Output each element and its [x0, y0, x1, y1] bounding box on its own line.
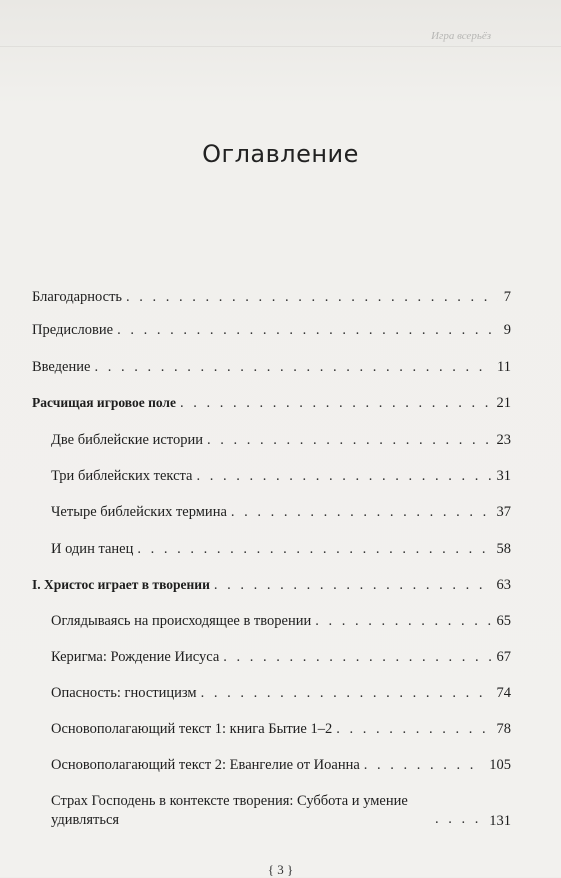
toc-entry-page: 37: [496, 504, 511, 520]
toc-dot-leader: [336, 720, 490, 738]
toc-entry-title: Основополагающий текст 2: Евангелие от Иоанна: [51, 757, 360, 773]
toc-entry-page: 105: [489, 757, 511, 773]
toc-entry[interactable]: [51, 467, 511, 485]
toc-entry[interactable]: [51, 684, 511, 702]
toc-entry-title: Основополагающий текст 1: книга Бытие 1–2: [51, 721, 333, 737]
toc-entry-page: 9: [503, 322, 511, 338]
toc-dot-leader: [94, 358, 491, 376]
toc-entry-title: Три библейских текста: [51, 468, 193, 484]
toc-entry[interactable]: [51, 540, 511, 558]
toc-entry[interactable]: [51, 503, 511, 521]
page-title: Оглавление: [202, 140, 359, 168]
toc-entry-page: 7: [503, 289, 511, 305]
toc-dot-leader: [315, 612, 490, 630]
toc-entry-page: 21: [496, 395, 511, 411]
toc-dot-leader: [223, 648, 490, 666]
toc-dot-leader: [214, 576, 491, 594]
toc-entry-page: 65: [496, 613, 511, 629]
toc-entry[interactable]: [32, 288, 511, 306]
toc-dot-leader: [435, 810, 483, 828]
running-title: Игра всерьёз: [431, 30, 491, 42]
toc-dot-leader: [201, 684, 491, 702]
toc-dot-leader: [117, 321, 498, 339]
toc-dot-leader: [196, 467, 490, 485]
toc-entry-title: I. Христос играет в творении: [32, 577, 210, 592]
toc-entry-title: Введение: [32, 359, 91, 375]
toc-entry[interactable]: [51, 648, 511, 666]
toc-dot-leader: [137, 540, 490, 558]
toc-entry[interactable]: [51, 792, 511, 830]
toc-entry-page: 11: [497, 359, 511, 375]
toc-entry-title: Четыре библейских термина: [51, 504, 227, 520]
toc-entry-page: 58: [496, 541, 511, 557]
toc-entry[interactable]: [51, 612, 511, 630]
toc-entry-title: Керигма: Рождение Иисуса: [51, 649, 220, 665]
toc-entry-title: Оглядываясь на происходящее в творении: [51, 613, 312, 629]
toc-dot-leader: [126, 288, 498, 306]
toc-entry[interactable]: [32, 358, 511, 376]
toc-entry-page: 23: [496, 432, 511, 448]
toc-entry[interactable]: [51, 431, 511, 449]
toc-section-heading[interactable]: [32, 394, 511, 412]
toc-entry[interactable]: [51, 756, 511, 774]
toc-entry-page: 131: [489, 813, 511, 829]
toc-entry-title: Страх Господень в контексте творения: Суббота и умение удивляться: [51, 793, 408, 828]
toc-dot-leader: [180, 394, 491, 412]
toc-entry[interactable]: [32, 321, 511, 339]
page-number: { 3 }: [267, 862, 294, 877]
toc-entry-title: Две библейские истории: [51, 432, 203, 448]
toc-entry-page: 31: [496, 468, 511, 484]
toc-dot-leader: [207, 431, 491, 449]
toc-section-heading[interactable]: [32, 576, 511, 594]
toc-entry[interactable]: [51, 720, 511, 738]
toc-entry-page: 63: [496, 577, 511, 593]
toc-entry-title: Расчищая игровое поле: [32, 395, 176, 410]
toc-entry-page: 78: [496, 721, 511, 737]
toc-entry-page: 67: [496, 649, 511, 665]
toc-entry-title: Благодарность: [32, 289, 123, 305]
toc-dot-leader: [364, 756, 483, 774]
toc-entry-title: И один танец: [51, 541, 134, 557]
toc-dot-leader: [231, 503, 491, 521]
toc-entry-title: Опасность: гностицизм: [51, 685, 197, 701]
toc-entry-title: Предисловие: [32, 322, 114, 338]
toc-entry-page: 74: [496, 685, 511, 701]
